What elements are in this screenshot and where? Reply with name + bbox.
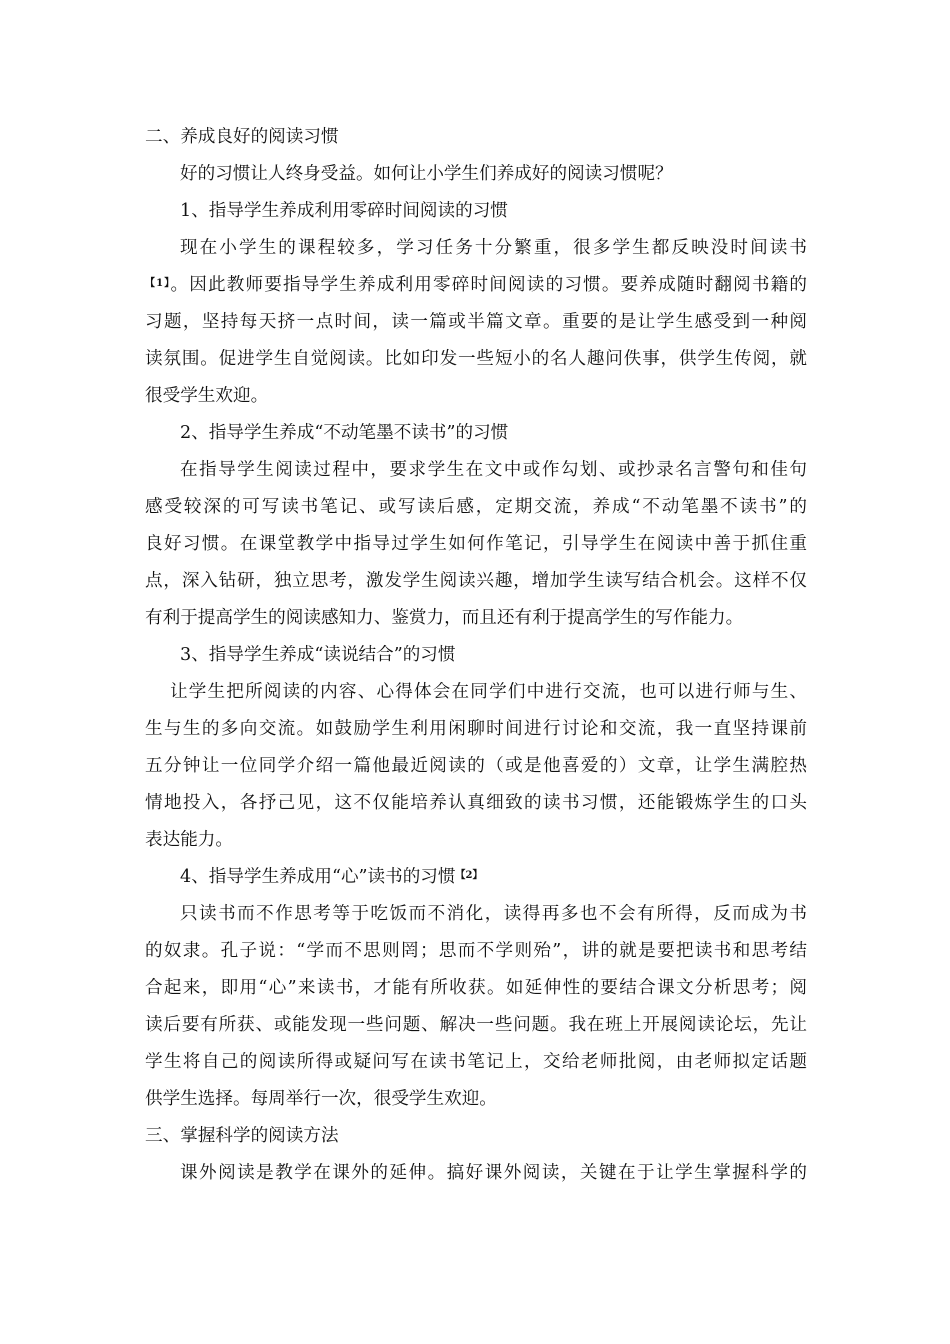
paragraph-1-line: 习题，坚持每天挤一点时间，读一篇或半篇文章。重要的是让学生感受到一种阅 [145, 312, 807, 332]
paragraph-1-line: 读氛围。促进学生自觉阅读。比如印发一些短小的名人趣问佚事，供学生传阅，就 [145, 349, 807, 369]
paragraph-4-line: 的奴隶。孔子说：“学而不思则罔；思而不学则殆”，讲的就是要把读书和思考结 [145, 941, 807, 961]
paragraph-4-line: 供学生选择。每周举行一次，很受学生欢迎。 [145, 1089, 497, 1109]
section-heading-3: 三、掌握科学的阅读方法 [145, 1126, 339, 1146]
paragraph-3-line: 表达能力。 [145, 830, 233, 850]
subheading-2: 2、指导学生养成“不动笔墨不读书”的习惯 [180, 423, 509, 443]
paragraph-2-line: 点，深入钻研，独立思考，激发学生阅读兴趣，增加学生读写结合机会。这样不仅 [145, 571, 807, 591]
paragraph-3-line: 让学生把所阅读的内容、心得体会在同学们中进行交流，也可以进行师与生、 [170, 682, 807, 702]
subheading-3: 3、指导学生养成“读说结合”的习惯 [180, 645, 456, 665]
section-heading-2: 二、养成良好的阅读习惯 [145, 127, 339, 147]
paragraph-2-line: 感受较深的可写读书笔记、或写读后感，定期交流，养成“不动笔墨不读书”的 [145, 497, 807, 517]
paragraph-4-line: 读后要有所获、或能发现一些问题、解决一些问题。我在班上开展阅读论坛，先让 [145, 1015, 807, 1035]
paragraph-2-line: 良好习惯。在课堂教学中指导过学生如何作笔记，引导学生在阅读中善于抓住重 [145, 534, 807, 554]
subheading-4: 4、指导学生养成用“心”读书的习惯$^{【2】}$ [180, 867, 483, 887]
paragraph-4-line: 学生将自己的阅读所得或疑问写在读书笔记上，交给老师批阅，由老师拟定话题 [145, 1052, 807, 1072]
footnote-ref-2[interactable]: 【2】 [455, 870, 483, 881]
paragraph-1-line: 现在小学生的课程较多，学习任务十分繁重，很多学生都反映没时间读书 [180, 238, 807, 258]
paragraph-1-line: 很受学生欢迎。 [145, 386, 269, 406]
paragraph-4-line: 合起来，即用“心”来读书，才能有所收获。如延伸性的要结合课文分析思考；阅 [145, 978, 807, 998]
paragraph-3-line: 五分钟让一位同学介绍一篇他最近阅读的（或是他喜爱的）文章，让学生满腔热 [145, 756, 807, 776]
intro-paragraph: 好的习惯让人终身受益。如何让小学生们养成好的阅读习惯呢？ [180, 164, 673, 184]
paragraph-2-line: 有利于提高学生的阅读感知力、鉴赏力，而且还有利于提高学生的写作能力。 [145, 608, 744, 628]
subheading-1: 1、指导学生养成利用零碎时间阅读的习惯 [180, 201, 508, 221]
paragraph-4-line: 只读书而不作思考等于吃饭而不消化，读得再多也不会有所得，反而成为书 [180, 904, 807, 924]
paragraph-2-line: 在指导学生阅读过程中，要求学生在文中或作勾划、或抄录名言警句和佳句 [180, 460, 807, 480]
paragraph-1-line: $^{【1】}$。因此教师要指导学生养成利用零碎时间阅读的习惯。要养成随时翻阅书籍的 [145, 275, 807, 295]
paragraph-3-line: 情地投入，各抒己见，这不仅能培养认真细致的读书习惯，还能锻炼学生的口头 [145, 793, 807, 813]
paragraph-3-line: 生与生的多向交流。如鼓励学生利用闲聊时间进行讨论和交流，我一直坚持课前 [145, 719, 807, 739]
paragraph-5-line: 课外阅读是教学在课外的延伸。搞好课外阅读，关键在于让学生掌握科学的 [180, 1163, 807, 1183]
footnote-ref-1[interactable]: 【1】 [145, 278, 171, 289]
